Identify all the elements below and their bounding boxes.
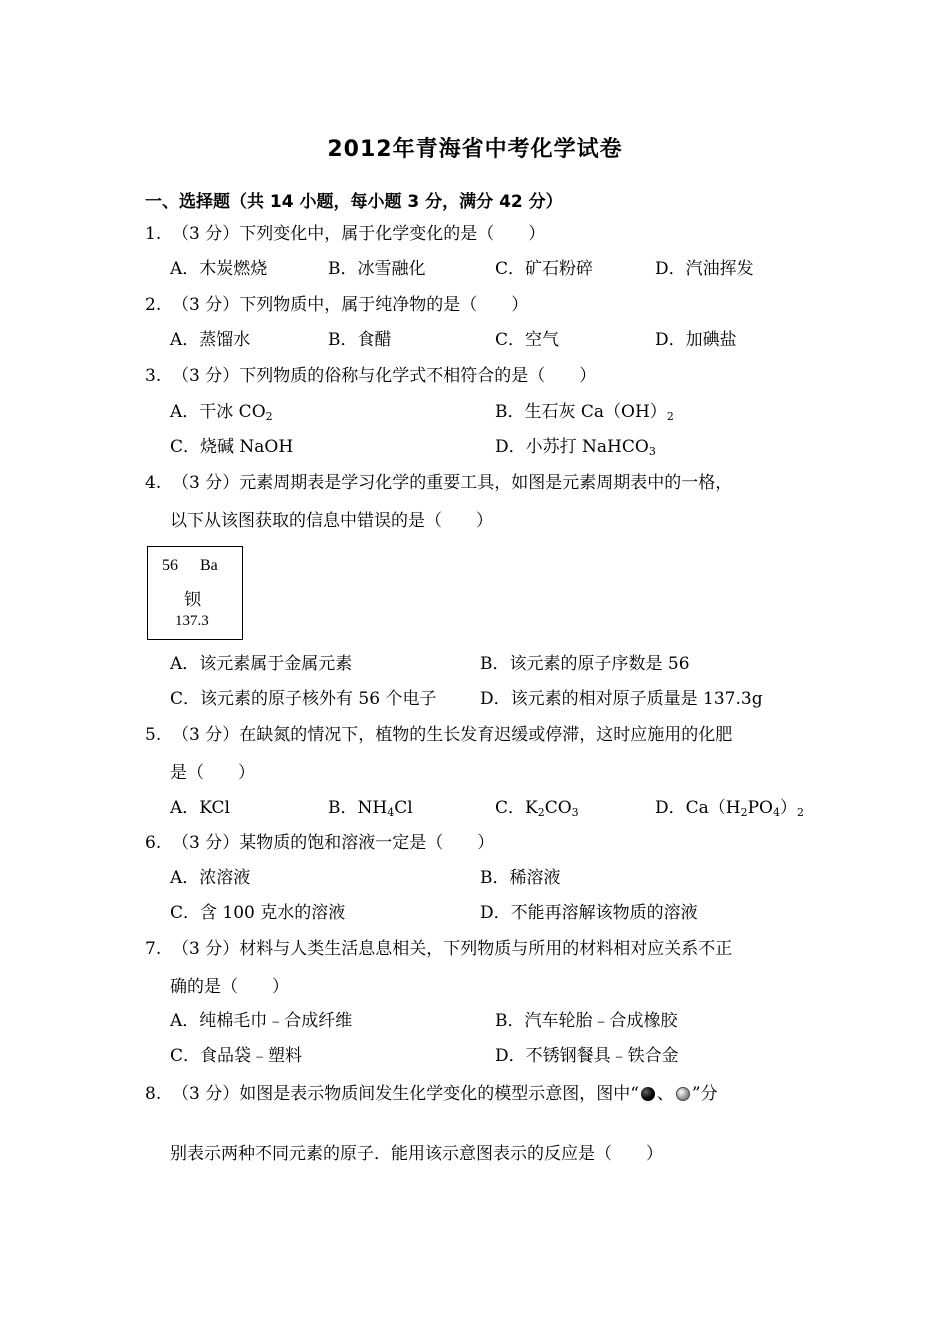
- atomic-number: 56: [162, 557, 178, 574]
- option-d: D．小苏打 NaHCO$_3$: [495, 437, 656, 458]
- option-a: A．KCl: [170, 798, 230, 818]
- question-stem: （3 分）如图是表示物质间发生化学变化的模型示意图，图中“ 、 ”分: [172, 1084, 718, 1104]
- question-stem: （3 分）在缺氮的情况下，植物的生长发育迟缓或停滞，这时应施用的化肥: [172, 725, 733, 745]
- option-c: C．矿石粉碎: [495, 259, 594, 279]
- question-stem: （3 分）材料与人类生活息息相关，下列物质与所用的材料相对应关系不正: [172, 939, 733, 959]
- option-a: A．木炭燃烧: [170, 259, 268, 279]
- question-stem: （3 分）某物质的饱和溶液一定是（ ）: [172, 833, 495, 853]
- option-a: A．浓溶液: [170, 868, 251, 888]
- option-a: A．干冰 $CO_2$: [170, 402, 273, 423]
- page-title: 2012年青海省中考化学试卷: [327, 137, 623, 162]
- question-number: 2.: [145, 295, 162, 315]
- option-d: D．不锈钢餐具﹣铁合金: [495, 1046, 679, 1066]
- option-c: C．含 100 克水的溶液: [170, 903, 346, 923]
- black-atom-icon: [641, 1087, 655, 1101]
- question-stem: （3 分）下列物质中，属于纯净物的是（ ）: [172, 295, 529, 315]
- option-d: D．$Ca(H_2PO_4)_2$: [655, 798, 804, 819]
- option-d: D．加碘盐: [655, 330, 737, 350]
- option-b: B．汽车轮胎﹣合成橡胶: [495, 1011, 678, 1031]
- element-symbol: Ba: [200, 557, 218, 574]
- option-c: C．$K_2CO_3$: [495, 798, 579, 819]
- question-stem: （3 分）元素周期表是学习化学的重要工具，如图是元素周期表中的一格，: [172, 473, 733, 493]
- option-d: D．汽油挥发: [655, 259, 754, 279]
- option-c: C．该元素的原子核外有 56 个电子: [170, 689, 437, 709]
- question-stem-continued: 以下从该图获取的信息中错误的是（ ）: [170, 511, 493, 531]
- section-heading: 一、选择题（共 14 小题，每小题 3 分，满分 42 分）: [145, 192, 563, 212]
- option-a: A．蒸馏水: [170, 330, 251, 350]
- periodic-table-cell: [147, 546, 243, 640]
- question-stem-continued: 别表示两种不同元素的原子．能用该示意图表示的反应是（ ）: [170, 1144, 663, 1164]
- question-stem: （3 分）下列变化中，属于化学变化的是（ ）: [172, 224, 546, 244]
- option-b: B．$NH_4Cl$: [328, 798, 413, 819]
- option-b: B．食醋: [328, 330, 392, 350]
- question-number: 6.: [145, 833, 162, 853]
- question-number: 4.: [145, 473, 162, 493]
- option-d: D．该元素的相对原子质量是 137.3g: [480, 689, 763, 709]
- gray-atom-icon: [676, 1087, 690, 1101]
- atomic-mass: 137.3: [175, 613, 209, 629]
- element-name: 钡: [184, 590, 201, 609]
- question-number: 1.: [145, 224, 162, 244]
- option-c: C．烧碱 NaOH: [170, 437, 294, 457]
- option-b: B．稀溶液: [480, 868, 561, 888]
- option-b: B．冰雪融化: [328, 259, 426, 279]
- option-c: C．空气: [495, 330, 560, 350]
- option-b: B．该元素的原子序数是 56: [480, 654, 690, 674]
- question-stem-continued: 确的是（ ）: [170, 977, 289, 997]
- question-stem-continued: 是（ ）: [170, 763, 255, 783]
- option-d: D．不能再溶解该物质的溶液: [480, 903, 698, 923]
- option-a: A．纯棉毛巾﹣合成纤维: [170, 1011, 353, 1031]
- question-number: 7.: [145, 939, 162, 959]
- question-number: 8.: [145, 1084, 162, 1104]
- question-number: 5.: [145, 725, 162, 745]
- question-number: 3.: [145, 366, 162, 386]
- option-b: B．生石灰 $Ca(OH)_2$: [495, 402, 674, 423]
- question-stem: （3 分）下列物质的俗称与化学式不相符合的是（ ）: [172, 366, 597, 386]
- option-a: A．该元素属于金属元素: [170, 654, 353, 674]
- option-c: C．食品袋﹣塑料: [170, 1046, 303, 1066]
